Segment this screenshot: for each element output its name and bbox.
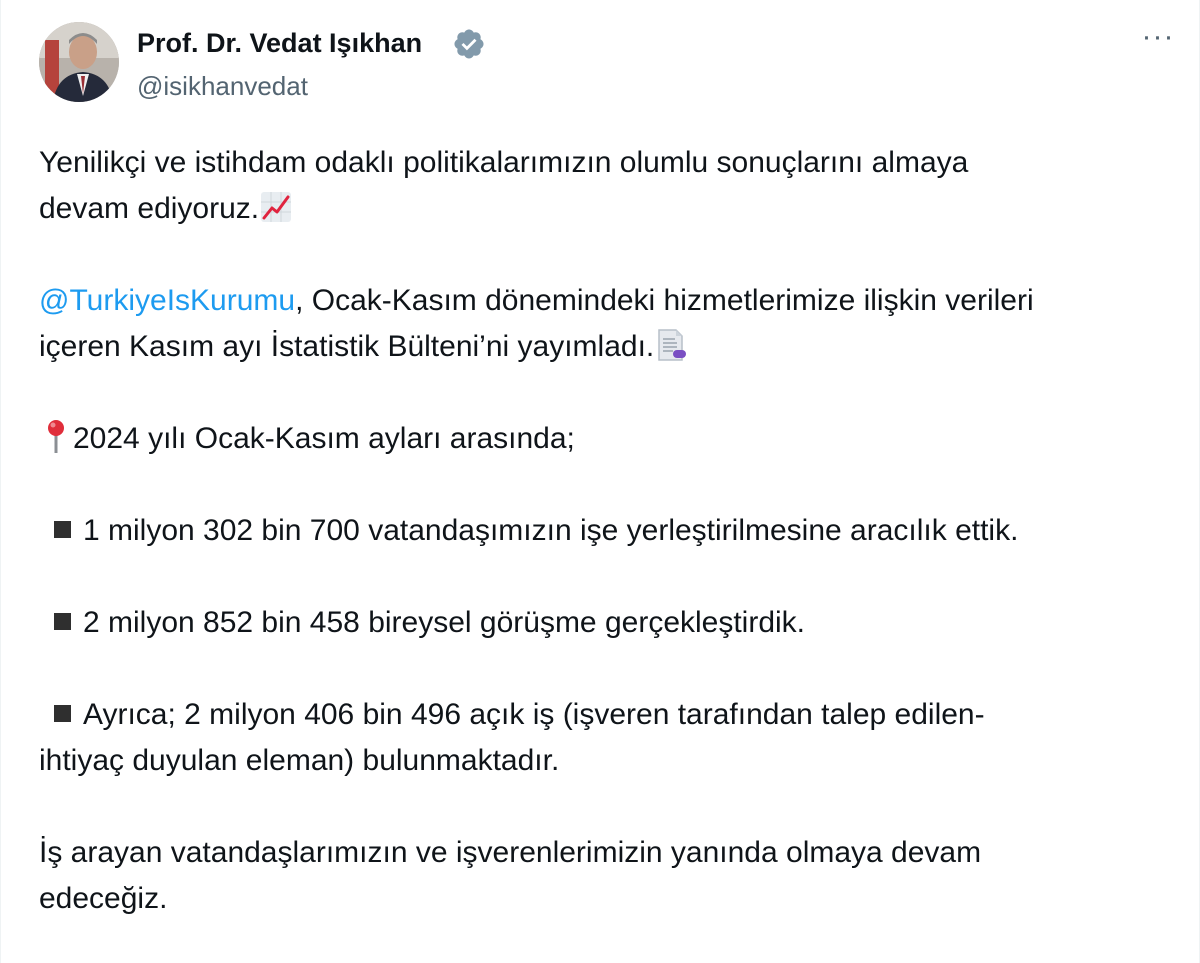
bullet-item-3	[39, 692, 1169, 738]
bullet-text: 1 milyon 302 bin 700 vatandaşımızın işe yerleştirilmesine aracılık ettik.	[83, 514, 1019, 547]
bullet-item-1	[39, 508, 1169, 554]
round-pushpin-icon	[39, 418, 73, 468]
avatar-image	[39, 22, 119, 102]
square-bullet-icon	[54, 613, 71, 630]
tweet-header	[39, 22, 1179, 104]
tweet-text	[39, 140, 1169, 922]
blank-line	[39, 462, 1169, 508]
paragraph-1-line-2	[39, 186, 1169, 232]
paragraph-2-text-2: içeren Kasım ayı İstatistik Bülteni’ni yayımladı.	[39, 330, 655, 363]
blank-line	[39, 784, 1169, 830]
verified-badge-icon	[452, 27, 486, 61]
bullet-text: 2 milyon 852 bin 458 bireysel görüşme gerçekleştirdik.	[83, 606, 806, 639]
paragraph-1-line-1: Yenilikçi ve istihdam odaklı politikalarımızın olumlu sonuçlarını almaya	[39, 146, 969, 179]
blank-line	[39, 646, 1169, 692]
square-bullet-icon	[54, 705, 71, 722]
paragraph-2-line-1	[39, 278, 1169, 324]
blank-line	[39, 554, 1169, 600]
chart-increasing-icon	[259, 190, 293, 238]
bullet-text: Ayrıca; 2 milyon 406 bin 496 açık iş (işveren tarafından talep edilen-	[83, 698, 985, 731]
author-name[interactable]: Prof. Dr. Vedat Işıkhan	[137, 28, 423, 58]
paragraph-4-line-2: edeceğiz.	[39, 882, 168, 915]
paragraph-2-text: , Ocak-Kasım dönemindeki hizmetlerimize ilişkin verileri	[295, 284, 1034, 317]
blank-line	[39, 370, 1169, 416]
paragraph-1-text: devam ediyoruz.	[39, 192, 260, 225]
document-icon	[654, 328, 688, 376]
blank-line	[39, 232, 1169, 278]
paragraph-3	[39, 416, 1169, 462]
author-handle[interactable]: @isikhanvedat	[137, 71, 308, 101]
square-bullet-icon	[54, 521, 71, 538]
paragraph-3-text: 2024 yılı Ocak-Kasım ayları arasında;	[73, 422, 575, 455]
more-options-button[interactable]: ···	[1141, 20, 1175, 53]
author-avatar[interactable]	[39, 22, 119, 102]
mention-link[interactable]: @TurkiyeIsKurumu	[39, 284, 296, 317]
bullet-item-3-continuation: ihtiyaç duyulan eleman) bulunmaktadır.	[39, 744, 560, 777]
paragraph-4-line-1: İş arayan vatandaşlarımızın ve işverenlerimizin yanında olmaya devam	[39, 836, 982, 869]
paragraph-2-line-2	[39, 324, 1169, 370]
bullet-item-2	[39, 600, 1169, 646]
